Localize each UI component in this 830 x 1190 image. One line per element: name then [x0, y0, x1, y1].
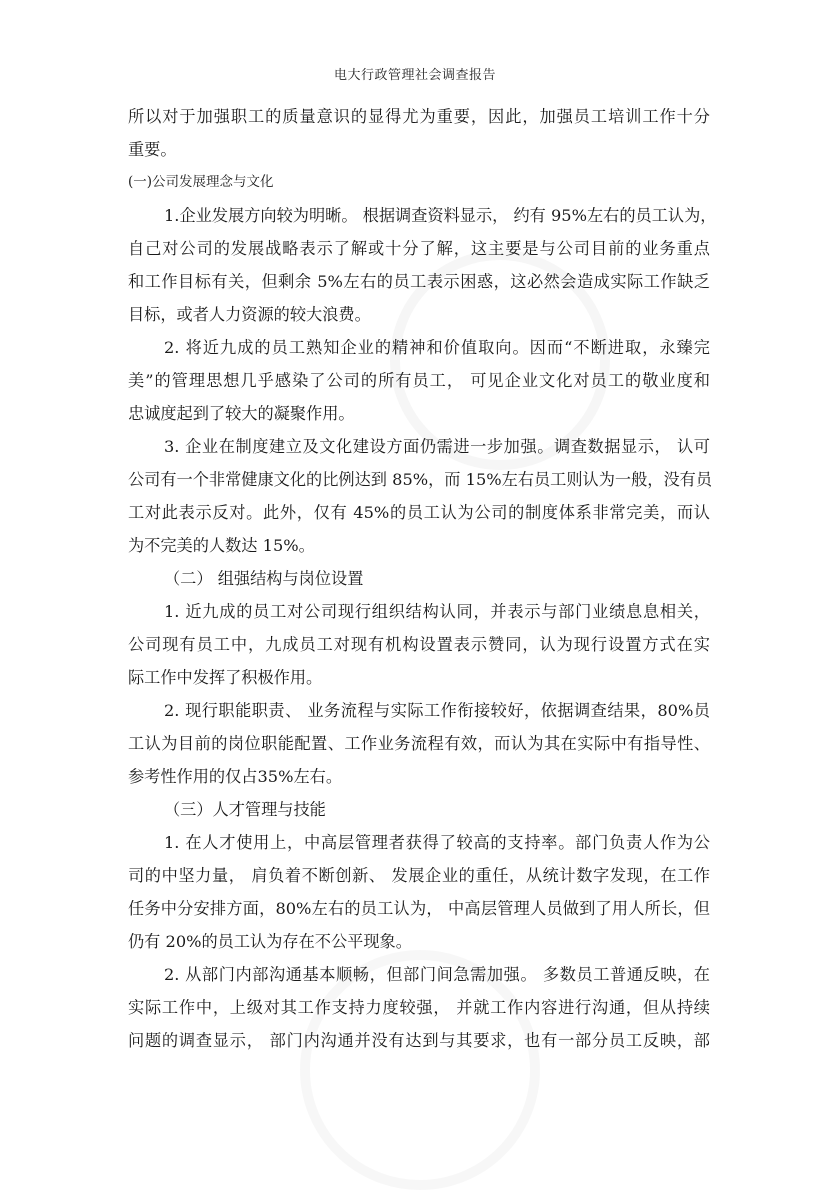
text-line: 1.企业发展方向较为明晰。 根据调查资料显示， 约有 95%左右的员工认为， [164, 206, 717, 225]
text-line: 实际工作中，上级对其工作支持力度较强， 并就工作内容进行沟通，但从持续 [128, 998, 710, 1017]
text-line: 司的中坚力量， 肩负着不断创新、 发展企业的重任，从统计数字发现，在工作 [128, 866, 710, 885]
text-line: 忠诚度起到了较大的凝聚作用。 [128, 404, 355, 423]
text-line: 2. 将近九成的员工熟知企业的精神和价值取向。因而“不断进取，永臻完 [164, 338, 710, 357]
text-line: 1. 在人才使用上，中高层管理者获得了较高的支持率。部门负责人作为公 [164, 833, 710, 852]
text-line: 1. 近九成的员工对公司现行组织结构认同，并表示与部门业绩息息相关， [164, 602, 710, 621]
text-line: 自己对公司的发展战略表示了解或十分了解，这主要是与公司目前的业务重点 [128, 239, 710, 258]
text-line: 2. 从部门内部沟通基本顺畅，但部门间急需加强。 多数员工普通反映，在 [164, 965, 710, 984]
text-line: （三）人才管理与技能 [164, 800, 326, 819]
text-line: 问题的调查显示， 部门内沟通并没有达到与其要求，也有一部分员工反映，部 [128, 1031, 710, 1050]
text-line: 任务中分安排方面，80%左右的员工认为， 中高层管理人员做到了用人所长，但 [128, 899, 710, 918]
text-line: 工认为目前的岗位职能配置、工作业务流程有效，而认为其在实际中有指导性、 [128, 734, 710, 753]
text-line: 为不完美的人数达 15%。 [128, 536, 315, 555]
text-line: 参考性作用的仅占35%左右。 [128, 767, 343, 786]
text-line: 仍有 20%的员工认为存在不公平现象。 [128, 932, 412, 951]
text-line: 目标，或者人力资源的较大浪费。 [128, 305, 371, 324]
text-line: 美”的管理思想几乎感染了公司的所有员工， 可见企业文化对员工的敬业度和 [128, 371, 710, 390]
text-line: 公司现有员工中，九成员工对现有机构设置表示赞同，认为现行设置方式在实 [128, 635, 710, 654]
text-line: (一)公司发展理念与文化 [128, 174, 274, 190]
text-line: （二） 组强结构与岗位设置 [164, 569, 364, 588]
text-line: 公司有一个非常健康文化的比例达到 85%，而 15%左右员工则认为一般，没有员 [128, 470, 713, 489]
document-body [128, 100, 717, 1057]
page-header: 电大行政管理社会调查报告 [333, 68, 496, 83]
text-line: 所以对于加强职工的质量意识的显得尤为重要，因此，加强员工培训工作十分 [128, 107, 710, 126]
text-line: 重要。 [128, 140, 177, 159]
text-line: 际工作中发挥了积极作用。 [128, 668, 323, 687]
text-line: 2. 现行职能职责、 业务流程与实际工作衔接较好，依据调查结果，80%员 [164, 701, 710, 720]
text-line: 和工作目标有关，但剩余 5%左右的员工表示困惑，这必然会造成实际工作缺乏 [128, 272, 710, 291]
text-line: 3. 企业在制度建立及文化建设方面仍需进一步加强。调查数据显示， 认可 [164, 437, 710, 456]
text-line: 工对此表示反对。此外，仅有 45%的员工认为公司的制度体系非常完美，而认 [128, 503, 710, 522]
